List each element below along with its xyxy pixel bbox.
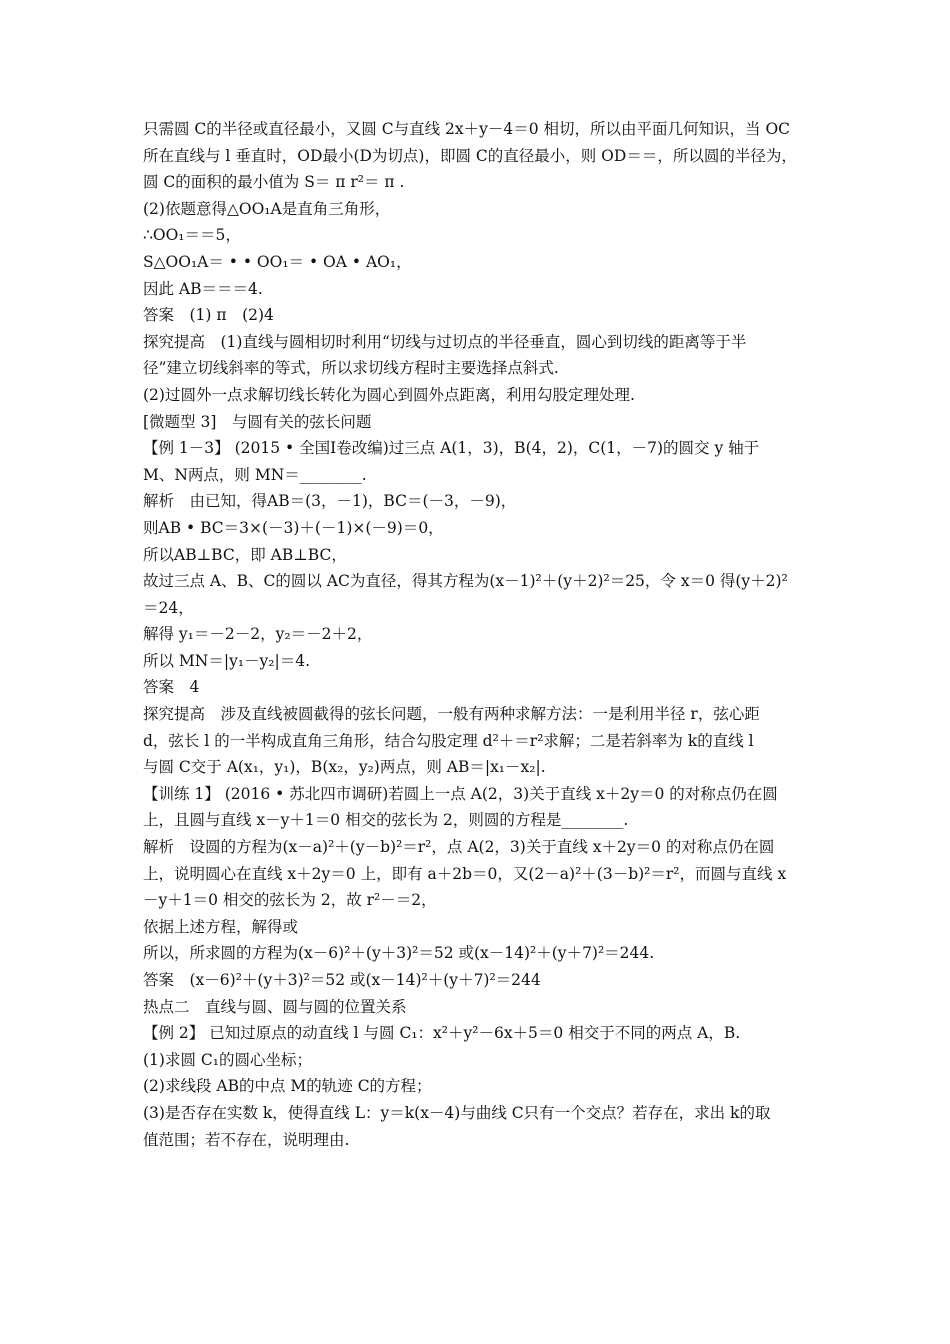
text-line: 探究提高 (1)直线与圆相切时利用“切线与过切点的半径垂直，圆心到切线的距离等于半 <box>143 332 747 351</box>
text-line: 只需圆 C的半径或直径最小，又圆 C与直线 2x＋y－4＝0 相切，所以由平面几何知识，当 OC <box>143 120 791 138</box>
text-line: ∴OO₁＝＝5， <box>143 226 241 245</box>
text-line: (2)过圆外一点求解切线长转化为圆心到圆外点距离，利用勾股定理处理. <box>143 385 635 404</box>
text-line: －y＋1＝0 相交的弦长为 2，故 r²－＝2， <box>143 891 437 910</box>
text-line: (3)是否存在实数 k，使得直线 L：y＝k(x－4)与曲线 C只有一个交点？若存在，求出 k的取 <box>143 1103 771 1122</box>
text-line: 值范围；若不存在，说明理由. <box>143 1130 350 1149</box>
text-line: ＝24， <box>143 598 194 617</box>
text-line: 与圆 C交于 A(x₁，y₁)，B(x₂，y₂)两点，则 AB＝|x₁－x₂|. <box>143 758 546 777</box>
example-heading: 【例 2】 已知过原点的动直线 l 与圆 C₁：x²＋y²－6x＋5＝0 相交于不同的两点 A，B. <box>143 1024 741 1043</box>
document-body <box>143 116 813 1153</box>
text-line: 所以 MN＝|y₁－y₂|＝4. <box>143 651 311 670</box>
section-heading: 热点二 直线与圆、圆与圆的位置关系 <box>143 997 407 1016</box>
text-line: S△OO₁A＝ • • OO₁＝ • OA • AO₁， <box>143 252 412 271</box>
text-line: 圆 C的面积的最小值为 S＝ π r²＝ π . <box>143 173 405 192</box>
text-line: M、N两点，则 MN＝________. <box>143 465 367 484</box>
exercise-heading: 【训练 1】 (2016 • 苏北四市调研)若圆上一点 A(2，3)关于直线 x＋2y＝0 的对称点仍在圆 <box>143 784 778 803</box>
text-line: 所以AB⊥BC，即 AB⊥BC， <box>143 545 347 564</box>
text-line: (2)依题意得△OO₁A是直角三角形， <box>143 199 391 218</box>
text-line: 上，且圆与直线 x－y＋1＝0 相交的弦长为 2，则圆的方程是________. <box>143 811 629 830</box>
text-line: d，弦长 l 的一半构成直角三角形，结合勾股定理 d²＋＝r²求解；二是若斜率为 k的直线 l <box>143 731 754 750</box>
text-line: 解析 设圆的方程为(x－a)²＋(y－b)²＝r²，点 A(2，3)关于直线 x＋2y＝0 的对称点仍在圆 <box>143 838 775 857</box>
text-line: (2)求线段 AB的中点 M的轨迹 C的方程； <box>143 1077 432 1096</box>
text-line: 径”建立切线斜率的等式，所以求切线方程时主要选择点斜式. <box>143 359 559 378</box>
text-line: 所在直线与 l 垂直时，OD最小(D为切点)，即圆 C的直径最小，则 OD＝＝，所以圆的半径为， <box>143 146 797 165</box>
text-line: (1)求圆 C₁的圆心坐标； <box>143 1050 312 1069</box>
answer-line: 答案 (x－6)²＋(y＋3)²＝52 或(x－14)²＋(y＋7)²＝244 <box>143 971 541 989</box>
section-heading: [微题型 3] 与圆有关的弦长问题 <box>143 412 372 431</box>
text-line: 依据上述方程，解得或 <box>143 917 299 936</box>
text-line: 因此 AB＝＝＝4. <box>143 279 263 298</box>
answer-line: 答案 (1) π (2)4 <box>143 306 274 325</box>
text-line: 所以，所求圆的方程为(x－6)²＋(y＋3)²＝52 或(x－14)²＋(y＋7)²＝244. <box>143 944 655 963</box>
answer-line: 答案 4 <box>143 678 200 697</box>
example-heading: 【例 1－3】 (2015 • 全国Ⅰ卷改编)过三点 A(1，3)，B(4，2)，C(1，－7)的圆交 y 轴于 <box>143 439 760 458</box>
text-line: 则AB • BC＝3×(－3)＋(－1)×(－9)＝0， <box>143 518 444 537</box>
text-line: 故过三点 A、B、C的圆以 AC为直径，得其方程为(x－1)²＋(y＋2)²＝25，令 x＝0 得(y＋2)² <box>143 572 788 591</box>
text-line: 解得 y₁＝－2－2，y₂＝－2＋2， <box>143 625 373 644</box>
text-line: 解析 由已知，得AB＝(3，－1)，BC＝(－3，－9)， <box>143 492 517 511</box>
text-line: 探究提高 涉及直线被圆截得的弦长问题，一般有两种求解方法：一是利用半径 r，弦心距 <box>143 705 760 724</box>
text-line: 上，说明圆心在直线 x＋2y＝0 上，即有 a＋2b＝0，又(2－a)²＋(3－b)²＝r²，而圆与直线 x <box>143 864 787 883</box>
